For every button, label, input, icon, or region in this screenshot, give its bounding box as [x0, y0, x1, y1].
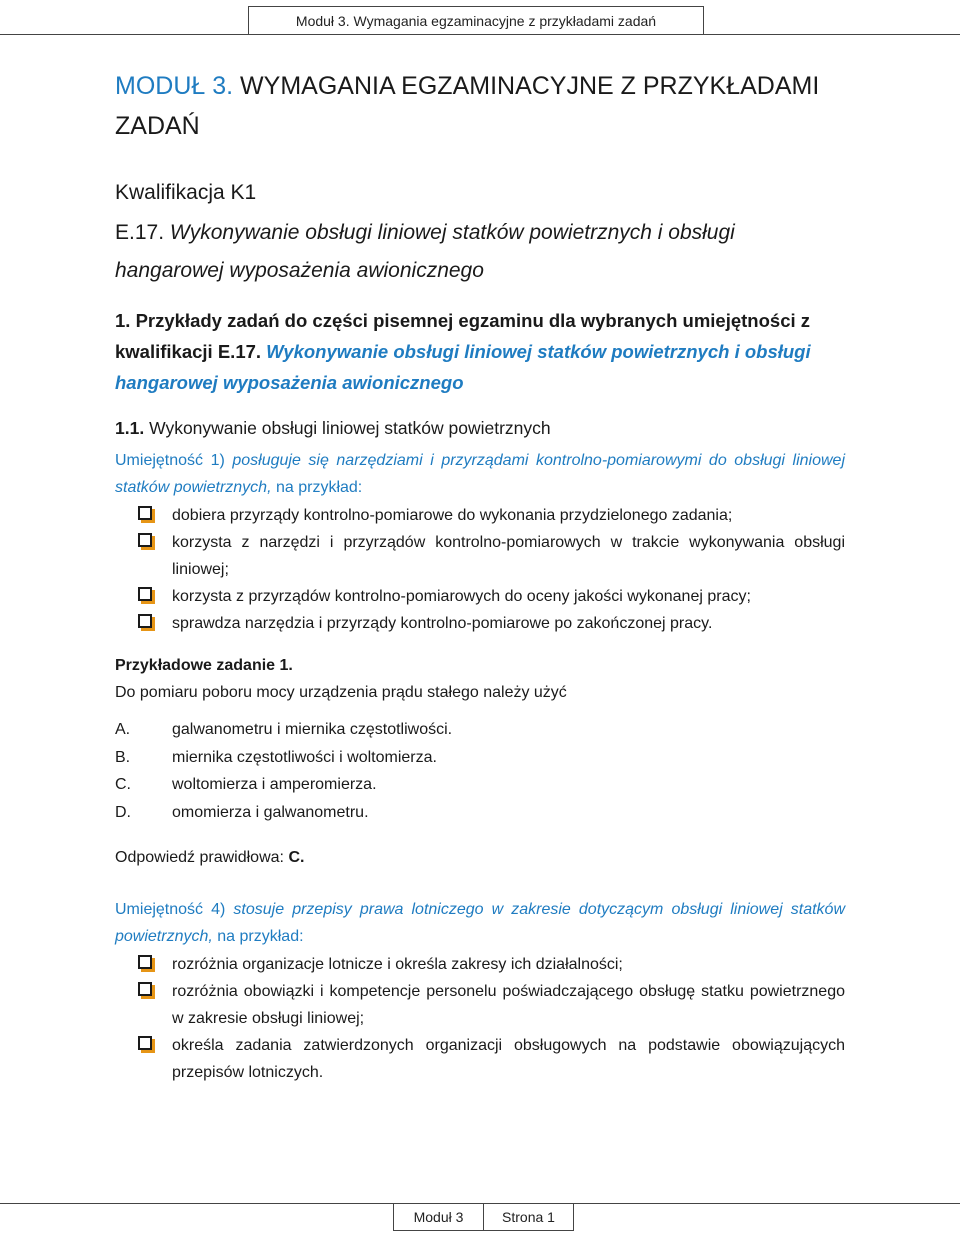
checkbox-bullet-icon [138, 955, 156, 973]
task-1-options [115, 716, 452, 826]
section-1-1-title: Wykonywanie obsługi liniowej statków powietrznych [149, 418, 551, 438]
task-1-question: Do pomiaru poboru mocy urządzenia prądu stałego należy użyć [115, 684, 567, 701]
skill-1-prefix: Umiejętność 1) [115, 452, 225, 469]
option-letter: D. [115, 803, 131, 821]
section-1-lead: 1. Przykłady zadań do części pisemnej egzaminu dla wybranych umiejętności z kwalifikacji E.17. [115, 310, 811, 362]
option-text: galwanometru i miernika częstotliwości. [172, 721, 453, 738]
task-1-title: Przykładowe zadanie 1. [115, 657, 293, 674]
checkbox-bullet-icon [138, 533, 156, 551]
list-item [115, 610, 845, 637]
section-1-1-number: 1.1. [115, 418, 145, 438]
checkbox-bullet-icon [138, 614, 156, 632]
answer-label: Odpowiedź prawidłowa: [115, 849, 284, 866]
checkbox-bullet-icon [138, 1036, 156, 1054]
option-text: woltomierza i amperomierza. [172, 776, 377, 793]
module-title-text: WYMAGANIA EGZAMINACYJNE Z PRZYKŁADAMI ZADAŃ [115, 72, 820, 140]
answer-option [115, 799, 452, 827]
answer-option [115, 744, 452, 772]
list-item-text: rozróżnia obowiązki i kompetencje personelu poświadczającego obsługę statku powietrznego w zakresie obsługi liniowej; [172, 983, 845, 1027]
section-1-heading [115, 305, 845, 398]
qualification-label: Kwalifikacja K1 [115, 181, 257, 204]
running-header: Moduł 3. Wymagania egzaminacyjne z przykładami zadań [248, 6, 704, 34]
list-item-text: sprawdza narzędzia i przyrządy kontrolno-pomiarowe po zakończonej pracy. [172, 615, 713, 632]
footer-module: Moduł 3 [393, 1203, 484, 1231]
option-letter: C. [115, 776, 131, 793]
option-letter: B. [115, 748, 131, 766]
skill-4-prefix: Umiejętność 4) [115, 901, 226, 918]
option-text: miernika częstotliwości i woltomierza. [172, 748, 437, 766]
skill-4-statement [115, 896, 845, 950]
skill-1-statement [115, 447, 845, 501]
qualification-name: Wykonywanie obsługi liniowej statków powietrznych i obsługi hangarowej wyposażenia awionicznego [115, 221, 735, 282]
answer-option [115, 716, 452, 744]
list-item-text: dobiera przyrządy kontrolno-pomiarowe do wykonania przydzielonego zadania; [172, 507, 733, 524]
skill-4-bullets [115, 951, 845, 1086]
list-item [115, 529, 845, 583]
list-item [115, 1032, 845, 1086]
correct-answer [115, 845, 304, 871]
list-item [115, 978, 845, 1032]
footer-page-number: Strona 1 [483, 1203, 574, 1231]
list-item-text: korzysta z narzędzi i przyrządów kontrolno-pomiarowych w trakcie wykonywania obsługi liniowej; [172, 534, 845, 578]
list-item-text: rozróżnia organizacje lotnicze i określa zakresy ich działalności; [172, 956, 623, 973]
checkbox-bullet-icon [138, 982, 156, 1000]
answer-option [115, 771, 452, 799]
checkbox-bullet-icon [138, 587, 156, 605]
qualification-code: E.17. [115, 221, 165, 244]
module-number: MODUŁ 3. [115, 72, 234, 100]
skill-1-suffix: na przykład: [275, 479, 363, 496]
section-1-1-heading [115, 414, 551, 442]
checkbox-bullet-icon [138, 506, 156, 524]
list-item [115, 951, 845, 978]
skill-1-bullets [115, 502, 845, 637]
list-item-text: korzysta z przyrządów kontrolno-pomiarowych do oceny jakości wykonanej pracy; [172, 588, 751, 605]
list-item-text: określa zadania zatwierdzonych organizacji obsługowych na podstawie obowiązujących przepisów lotniczych. [172, 1037, 845, 1081]
list-item [115, 502, 845, 529]
module-title [115, 66, 845, 146]
qualification-heading [115, 214, 845, 290]
skill-1-italic: posługuje się narzędziami i przyrządami kontrolno-pomiarowymi do obsługi liniowej statków powietrznych, [115, 452, 845, 496]
option-text: omomierza i galwanometru. [172, 803, 369, 821]
section-1-italic: Wykonywanie obsługi liniowej statków powietrznych i obsługi hangarowej wyposażenia awionicznego [115, 341, 811, 393]
option-letter: A. [115, 721, 131, 738]
header-rule [0, 34, 960, 35]
list-item [115, 583, 845, 610]
skill-4-suffix: na przykład: [217, 928, 304, 945]
answer-value: C. [288, 849, 305, 866]
skill-4-italic: stosuje przepisy prawa lotniczego w zakresie dotyczącym obsługi liniowej statków powietrznych, [115, 901, 846, 945]
